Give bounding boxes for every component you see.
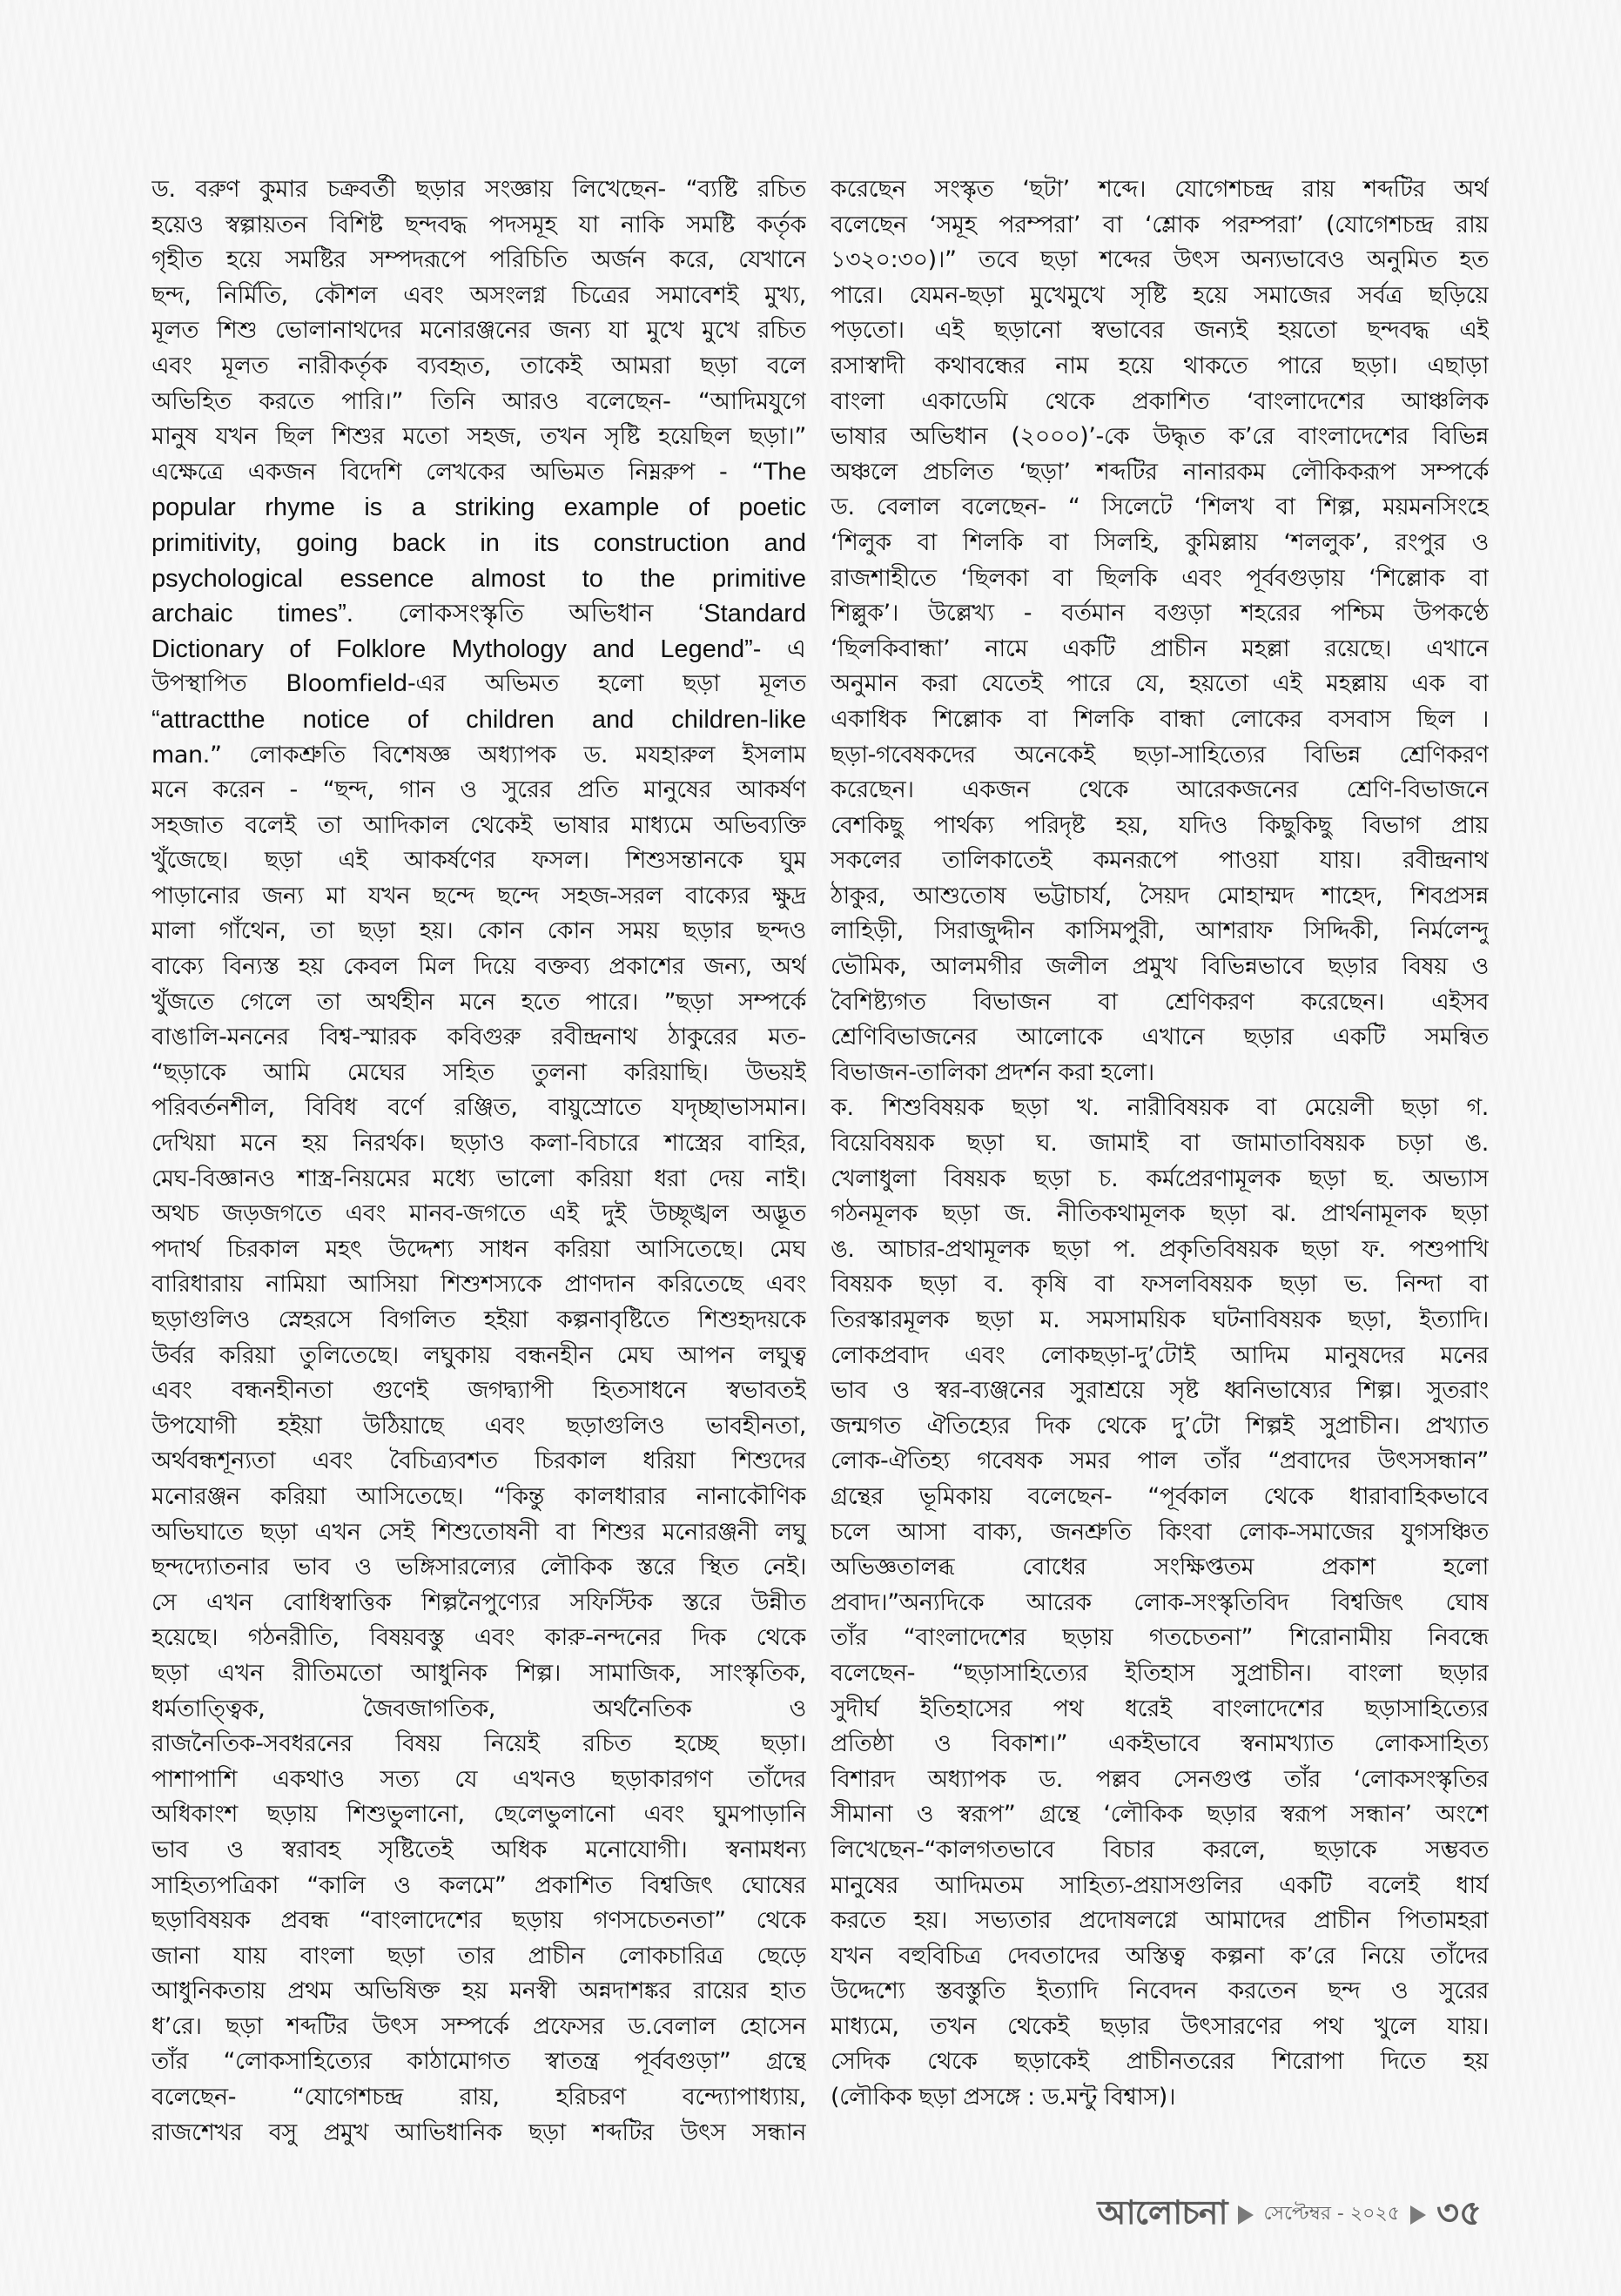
text-line: Dictionary of Folklore Mythology and Legend”- এ bbox=[151, 634, 806, 663]
text-line: বলেছেন ‘সমূহ পরম্পরা’ বা ‘শ্লোক পরম্পরা’ (যোগেশচন্দ্র রায় bbox=[831, 211, 1489, 238]
text-line: “attractthe notice of children and children-like bbox=[151, 705, 806, 734]
text-line: অথচ জড়জগতে এবং মানব-জগতে এই দুই উচ্ছৃঙ্খল অদ্ভূত bbox=[151, 1200, 806, 1228]
text-line: ১৩২০:৩০)।” তবে ছড়া শব্দের উৎস অন্যভাবেও অনুমিত হত bbox=[831, 246, 1489, 274]
text-line: তিরস্কারমূলক ছড়া ম. সমসাময়িক ঘটনাবিষয়ক ছড়া, ইত্যাদি। bbox=[831, 1306, 1489, 1333]
text-line: ছড়া-গবেষকদের অনেকেই ছড়া-সাহিত্যের বিভিন্ন শ্রেণিকরণ bbox=[831, 741, 1489, 769]
text-line: মেঘ-বিজ্ঞানও শাস্ত্র-নিয়মের মধ্যে ভালো করিয়া ধরা দেয় নাই। bbox=[151, 1165, 806, 1192]
text-line: লোকপ্রবাদ এবং লোকছড়া-দু’টোই আদিম মানুষদের মনের bbox=[831, 1341, 1489, 1369]
text-line: রাজশেখর বসু প্রমুখ আভিধানিক ছড়া শব্দটির উৎস সন্ধান bbox=[151, 2118, 806, 2146]
text-line: আধুনিকতায় প্রথম অভিষিক্ত হয় মনস্বী অন্নদাশঙ্কর রায়ের হাত bbox=[151, 1977, 806, 2005]
text-line: জানা যায় বাংলা ছড়া তার প্রাচীন লোকচারিত্র ছেড়ে bbox=[151, 1942, 806, 1970]
text-line: তাঁর “লোকসাহিত্যের কাঠামোগত স্বাতন্ত্র পূর্ববগুড়া” গ্রন্থে bbox=[151, 2048, 806, 2076]
text-line: উদ্দেশ্যে স্তবস্তুতি ইত্যাদি নিবেদন করতেন ছন্দ ও সুরের bbox=[831, 1977, 1489, 2005]
text-line: বলেছেন- “ছড়াসাহিত্যের ইতিহাস সুপ্রাচীন। বাংলা ছড়ার bbox=[831, 1659, 1489, 1687]
text-line: প্রবাদ।”অন্যদিকে আরেক লোক-সংস্কৃতিবিদ বিশ্বজিৎ ঘোষ bbox=[831, 1588, 1489, 1616]
text-line: ধর্মতাত্ত্বিক, জৈবজাগতিক, অর্থনৈতিক ও bbox=[151, 1695, 806, 1722]
text-line: গৃহীত হয়ে সমষ্টির সম্পদরূপে পরিচিতি অর্জন করে, যেখানে bbox=[151, 246, 806, 274]
text-line: অভিঘাতে ছড়া এখন সেই শিশুতোষনী বা শিশুর মনোরঞ্জনী লঘু bbox=[151, 1518, 806, 1546]
text-line: বিয়েবিষয়ক ছড়া ঘ. জামাই বা জামাতাবিষয়ক চড়া ঙ. bbox=[831, 1130, 1489, 1158]
text-line: হয়েছে। গঠনরীতি, বিষয়বস্তু এবং কারু-নন্দনের দিক থেকে bbox=[151, 1624, 806, 1652]
text-line: ড. বরুণ কুমার চক্রবর্তী ছড়ার সংজ্ঞায় লিখেছেন- “ব্যষ্টি রচিত bbox=[151, 176, 806, 203]
text-line: অঞ্চলে প্রচলিত ‘ছড়া’ শব্দটির নানারকম লৌকিকরূপ সম্পর্কে bbox=[831, 458, 1489, 486]
text-line: “ছড়াকে আমি মেঘের সহিত তুলনা করিয়াছি। উভয়ই bbox=[151, 1058, 806, 1086]
text-line: ভৌমিক, আলমগীর জলীল প্রমুখ বিভিন্নভাবে ছড়ার বিষয় ও bbox=[831, 953, 1489, 981]
magazine-logo: আলোচনা bbox=[1097, 2192, 1228, 2232]
right-triangle-arrow-icon bbox=[1238, 2205, 1254, 2225]
text-line: পাশাপাশি একথাও সত্য যে এখনও ছড়াকারগণ তাঁদের bbox=[151, 1765, 806, 1793]
text-line: চলে আসা বাক্য, জনশ্রুতি কিংবা লোক-সমাজের যুগসঞ্চিত bbox=[831, 1518, 1489, 1546]
text-line: (লৌকিক ছড়া প্রসঙ্গে : ড.মন্টু বিশ্বাস)। bbox=[831, 2084, 1176, 2111]
text-line: ধ’রে। ছড়া শব্দটির উৎস সম্পর্কে প্রফেসর ড.বেলাল হোসেন bbox=[151, 2012, 806, 2040]
text-line: বিভাজন-তালিকা প্রদর্শন করা হলো। bbox=[831, 1058, 1154, 1086]
text-line: মালা গাঁথেন, তা ছড়া হয়। কোন কোন সময় ছড়ার ছন্দও bbox=[151, 917, 806, 945]
text-line: বিষয়ক ছড়া ব. কৃষি বা ফসলবিষয়ক ছড়া ভ. নিন্দা বা bbox=[831, 1271, 1489, 1299]
text-line: মানুষের আদিমতম সাহিত্য-প্রয়াসগুলির একটি বলেই ধার্য bbox=[831, 1871, 1489, 1899]
text-line: খেলাধুলা বিষয়ক ছড়া চ. কর্মপ্রেরণামূলক ছড়া ছ. অভ্যাস bbox=[831, 1165, 1489, 1192]
text-line: সকলের তালিকাতেই কমনরূপে পাওয়া যায়। রবীন্দ্রনাথ bbox=[831, 847, 1489, 875]
page-footer bbox=[151, 2185, 1490, 2244]
text-line: archaic times”. লোকসংস্কৃতি অভিধান ‘Standard bbox=[151, 600, 806, 628]
text-line: হয়েও স্বল্পায়তন বিশিষ্ট ছন্দবদ্ধ পদসমূহ যা নাকি সমষ্টি কর্তৃক bbox=[151, 211, 806, 238]
text-line: একাধিক শিল্লোক বা শিলকি বান্ধা লোকের বসবাস ছিল । bbox=[831, 705, 1489, 733]
text-line: লোক-ঐতিহ্য গবেষক সমর পাল তাঁর “প্রবাদের উৎসসন্ধান” bbox=[831, 1447, 1489, 1475]
text-line: অভিহিত করতে পারি।” তিনি আরও বলেছেন- “আদিমযুগে bbox=[151, 387, 806, 415]
text-line: অনুমান করা যেতেই পারে যে, হয়তো এই মহল্লায় এক বা bbox=[831, 670, 1489, 698]
text-line: অর্থবন্ধশূন্যতা এবং বৈচিত্র্যবশত চিরকাল ধরিয়া শিশুদের bbox=[151, 1447, 806, 1475]
text-line: এক্ষেত্রে একজন বিদেশি লেখকের অভিমত নিম্নরুপ - “The bbox=[151, 458, 806, 486]
text-line: সুদীর্ঘ ইতিহাসের পথ ধরেই বাংলাদেশের ছড়াসাহিত্যের bbox=[831, 1695, 1489, 1722]
text-line: ছন্দদ্যোতনার ভাব ও ভঙ্গিসারল্যের লৌকিক স্তরে স্থিত নেই। bbox=[151, 1554, 806, 1581]
text-line: মানুষ যখন ছিল শিশুর মতো সহজ, তখন সৃষ্টি হয়েছিল ছড়া।” bbox=[151, 423, 806, 451]
text-line: popular rhyme is a striking example of poetic bbox=[151, 493, 806, 522]
text-line: অভিজ্ঞতালব্ধ বোধের সংক্ষিপ্ততম প্রকাশ হলো bbox=[831, 1554, 1489, 1581]
text-line: ঠাকুর, আশুতোষ ভট্টাচার্য, সৈয়দ মোহাম্মদ শাহেদ, শিবপ্রসন্ন bbox=[831, 882, 1489, 910]
text-line: বাংলা একাডেমি থেকে প্রকাশিত ‘বাংলাদেশের আঞ্চলিক bbox=[831, 387, 1489, 415]
text-line: বৈশিষ্ট্যগত বিভাজন বা শ্রেণিকরণ করেছেন। এইসব bbox=[831, 988, 1489, 1016]
text-line: ড. বেলাল বলেছেন- “ সিলেটে ‘শিলখ বা শিল্প, ময়মনসিংহে bbox=[831, 493, 1489, 521]
text-line: মনে করেন - “ছন্দ, গান ও সুরের প্রতি মানুষের আকর্ষণ bbox=[151, 776, 806, 804]
text-line: psychological essence almost to the primitive bbox=[151, 564, 806, 593]
text-line: শ্রেণিবিভাজনের আলোকে এখানে ছড়ার একটি সমন্বিত bbox=[831, 1024, 1489, 1051]
text-line: সাহিত্যপত্রিকা “কালি ও কলমে” প্রকাশিত বিশ্বজিৎ ঘোষের bbox=[151, 1871, 806, 1899]
text-line: বিশারদ অধ্যাপক ড. পল্লব সেনগুপ্ত তাঁর ‘লোকসংস্কৃতির bbox=[831, 1765, 1489, 1793]
text-line: লিখেছেন-“কালগতভাবে বিচার করলে, ছড়াকে সম্ভবত bbox=[831, 1836, 1489, 1863]
text-line: করেছেন। একজন থেকে আরেকজনের শ্রেণি-বিভাজনে bbox=[831, 776, 1489, 804]
text-line: দেখিয়া মনে হয় নিরর্থক। ছড়াও কলা-বিচারে শাস্ত্রের বাহির, bbox=[151, 1130, 806, 1158]
text-line: ছড়াবিষয়ক প্রবন্ধ “বাংলাদেশের ছড়ায় গণসচেতনতা” থেকে bbox=[151, 1907, 806, 1935]
text-line: রাজনৈতিক-সবধরনের বিষয় নিয়েই রচিত হচ্ছে ছড়া। bbox=[151, 1730, 806, 1758]
text-line: লাহিড়ী, সিরাজুদ্দীন কাসিমপুরী, আশরাফ সিদ্দিকী, নির্মলেন্দু bbox=[831, 917, 1489, 945]
text-line: পড়তো। এই ছড়ানো স্বভাবের জন্যই হয়তো ছন্দবদ্ধ এই bbox=[831, 317, 1489, 345]
text-line: অধিকাংশ ছড়ায় শিশুভুলানো, ছেলেভুলানো এবং ঘুমপাড়ানি bbox=[151, 1801, 806, 1829]
text-line: ভাব ও স্বর-ব্যঞ্জনের সুরাশ্রয়ে সৃষ্ট ধ্বনিভাষ্যের শিল্প। সুতরাং bbox=[831, 1377, 1489, 1405]
text-line: primitivity, going back in its construction and bbox=[151, 528, 806, 557]
text-line: বেশকিছু পার্থক্য পরিদৃষ্ট হয়, যদিও কিছুকিছু বিভাগ প্রায় bbox=[831, 811, 1489, 839]
text-line: মনোরঞ্জন করিয়া আসিতেছে। “কিন্তু কালধারার নানাকৌণিক bbox=[151, 1482, 806, 1510]
text-line: জন্মগত ঐতিহ্যের দিক থেকে দু’টো শিল্পই সুপ্রাচীন। প্রখ্যাত bbox=[831, 1412, 1489, 1440]
text-line: man.” লোকশ্রুতি বিশেষজ্ঞ অধ্যাপক ড. মযহারুল ইসলাম bbox=[151, 741, 806, 769]
text-line: উপযোগী হইয়া উঠিয়াছে এবং ছড়াগুলিও ভাবহীনতা, bbox=[151, 1412, 806, 1440]
text-line: খুঁজেছে। ছড়া এই আকর্ষণের ফসল। শিশুসন্তানকে ঘুম bbox=[151, 847, 806, 875]
text-line: প্রতিষ্ঠা ও বিকাশ।” একইভাবে স্বনামখ্যাত লোকসাহিত্য bbox=[831, 1730, 1489, 1758]
text-line: গঠনমূলক ছড়া জ. নীতিকথামূলক ছড়া ঝ. প্রার্থনামূলক ছড়া bbox=[831, 1200, 1489, 1228]
text-line: বাক্যে বিন্যস্ত হয় কেবল মিল দিয়ে বক্তব্য প্রকাশের জন্য, অর্থ bbox=[151, 953, 806, 981]
article-body bbox=[151, 172, 1490, 2151]
text-line: সেদিক থেকে ছড়াকেই প্রাচীনতরের শিরোপা দিতে হয় bbox=[831, 2048, 1489, 2076]
text-line: বলেছেন- “যোগেশচন্দ্র রায়, হরিচরণ বন্দ্যোপাধ্যায়, bbox=[151, 2084, 806, 2111]
text-line: এবং বন্ধনহীনতা গুণেই জগদ্ব্যাপী হিতসাধনে স্বভাবতই bbox=[151, 1377, 806, 1405]
text-line: মাধ্যমে, তখন থেকেই ছড়ার উৎসারণের পথ খুলে যায়। bbox=[831, 2012, 1489, 2040]
text-line: সীমানা ও স্বরূপ” গ্রন্থে ‘লৌকিক ছড়ার স্বরূপ সন্ধান’ অংশে bbox=[831, 1801, 1489, 1829]
text-line: এবং মূলত নারীকর্তৃক ব্যবহৃত, তাকেই আমরা ছড়া বলে bbox=[151, 352, 806, 379]
text-line: ছড়াগুলিও স্নেহরসে বিগলিত হইয়া কল্পনাবৃষ্টিতে শিশুহৃদয়কে bbox=[151, 1306, 806, 1333]
text-line: ভাষার অভিধান (২০০০)’-কে উদ্ধৃত ক’রে বাংলাদেশের বিভিন্ন bbox=[831, 423, 1489, 451]
text-line: ছন্দ, নির্মিতি, কৌশল এবং অসংলগ্ন চিত্রের সমাবেশই মুখ্য, bbox=[151, 281, 806, 309]
issue-date: সেপ্টেম্বর - ২০২৫ bbox=[1263, 2203, 1401, 2226]
text-line: করতে হয়। সভ্যতার প্রদোষলগ্নে আমাদের প্রাচীন পিতামহরা bbox=[831, 1907, 1489, 1935]
text-line: সহজাত বলেই তা আদিকাল থেকেই ভাষার মাধ্যমে অভিব্যক্তি bbox=[151, 811, 806, 839]
text-line: বারিধারায় নামিয়া আসিয়া শিশুশস্যকে প্রাণদান করিতেছে এবং bbox=[151, 1271, 806, 1299]
text-line: যখন বহুবিচিত্র দেবতাদের অস্তিত্ব কল্পনা ক’রে নিয়ে তাঁদের bbox=[831, 1942, 1489, 1970]
text-line: খুঁজতে গেলে তা অর্থহীন মনে হতে পারে। ”ছড়া সম্পর্কে bbox=[151, 988, 806, 1016]
text-line: ‘ছিলকিবান্ধা’ নামে একটি প্রাচীন মহল্লা রয়েছে। এখানে bbox=[831, 634, 1489, 662]
text-line: শিল্লুক’। উল্লেখ্য - বর্তমান বগুড়া শহরের পশ্চিম উপকণ্ঠে bbox=[831, 600, 1489, 628]
text-line: সে এখন বোধিস্বাত্তিক শিল্পনৈপুণ্যের সফিস্টিক স্তরে উন্নীত bbox=[151, 1588, 806, 1616]
text-line: পরিবর্তনশীল, বিবিধ বর্ণে রঞ্জিত, বায়ুস্রোতে যদৃচ্ছাভাসমান। bbox=[151, 1094, 806, 1122]
text-line: তাঁর “বাংলাদেশের ছড়ায় গতচেতনা” শিরোনামীয় নিবন্ধে bbox=[831, 1624, 1489, 1652]
text-line: পদার্থ চিরকাল মহৎ উদ্দেশ্য সাধন করিয়া আসিতেছে। মেঘ bbox=[151, 1235, 806, 1263]
page-number: ৩৫ bbox=[1436, 2193, 1482, 2234]
text-line: উপস্থাপিত Bloomfield-এর অভিমত হলো ছড়া মূলত bbox=[151, 670, 806, 698]
text-line: উর্বর করিয়া তুলিতেছে। লঘুকায় বন্ধনহীন মেঘ আপন লঘুত্ব bbox=[151, 1341, 806, 1369]
text-line: রাজশাহীতে ‘ছিলকা বা ছিলকি এবং পূর্ববগুড়ায় ‘শিল্লোক বা bbox=[831, 564, 1489, 592]
text-line: করেছেন সংস্কৃত ‘ছটা’ শব্দে। যোগেশচন্দ্র রায় শব্দটির অর্থ bbox=[831, 176, 1489, 203]
text-line: ‘শিলুক বা শিলকি বা সিলহি, কুমিল্লায় ‘শললুক’, রংপুর ও bbox=[831, 528, 1489, 556]
text-line: মূলত শিশু ভোলানাথদের মনোরঞ্জনের জন্য যা মুখে মুখে রচিত bbox=[151, 317, 806, 345]
text-line: গ্রন্থের ভূমিকায় বলেছেন- “পূর্বকাল থেকে ধারাবাহিকভাবে bbox=[831, 1482, 1489, 1510]
text-line: ঙ. আচার-প্রথামূলক ছড়া প. প্রকৃতিবিষয়ক ছড়া ফ. পশুপাখি bbox=[831, 1235, 1489, 1263]
text-line: পাড়ানোর জন্য মা যখন ছন্দে ছন্দে সহজ-সরল বাক্যের ক্ষুদ্র bbox=[151, 882, 806, 910]
text-line: রসাস্বাদী কথাবন্ধের নাম হয়ে থাকতে পারে ছড়া। এছাড়া bbox=[831, 352, 1489, 379]
text-line: পারে। যেমন-ছড়া মুখেমুখে সৃষ্টি হয়ে সমাজের সর্বত্র ছড়িয়ে bbox=[831, 281, 1489, 309]
right-triangle-arrow-icon bbox=[1410, 2205, 1426, 2225]
text-line: বাঙালি-মননের বিশ্ব-স্মারক কবিগুরু রবীন্দ্রনাথ ঠাকুরের মত- bbox=[151, 1024, 806, 1051]
article-column-right bbox=[831, 172, 1489, 2116]
text-line: ছড়া এখন রীতিমতো আধুনিক শিল্প। সামাজিক, সাংস্কৃতিক, bbox=[151, 1659, 806, 1687]
text-line: ক. শিশুবিষয়ক ছড়া খ. নারীবিষয়ক বা মেয়েলী ছড়া গ. bbox=[831, 1094, 1489, 1122]
text-line: ভাব ও স্বরাবহ সৃষ্টিতেই অধিক মনোযোগী। স্বনামধন্য bbox=[151, 1836, 806, 1863]
article-column-left bbox=[151, 172, 806, 2151]
